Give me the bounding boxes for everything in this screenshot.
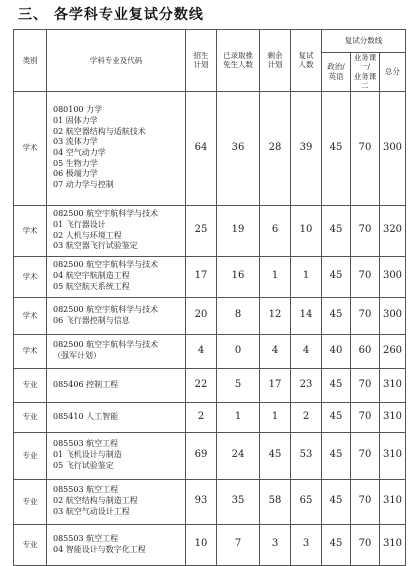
row-remaining: 4 — [260, 334, 291, 368]
row-total: 310 — [380, 432, 406, 479]
program-line: 085406 控制工程 — [53, 379, 119, 389]
table-row — [14, 524, 406, 565]
row-program — [47, 334, 186, 368]
row-plan: 25 — [186, 205, 217, 256]
row-retest: 2 — [291, 402, 322, 432]
row-course: 70 — [351, 91, 380, 205]
row-course: 70 — [351, 297, 380, 334]
row-program — [47, 524, 186, 565]
row-politics: 45 — [322, 524, 351, 565]
program-line: 01 固体力学 — [53, 115, 98, 125]
row-total: 300 — [380, 91, 406, 205]
header-row-1 — [14, 30, 406, 53]
header-remaining: 剩余 计划 — [260, 30, 291, 92]
table-row — [14, 205, 406, 256]
program-line: 082500 航空宇航科学与技术 — [53, 340, 159, 350]
section-heading: 三、 各学科专业复试分数线 — [18, 7, 204, 23]
row-politics: 40 — [322, 334, 351, 368]
program-line: 05 航空航天系统工程 — [53, 281, 130, 291]
row-admitted: 35 — [217, 479, 260, 524]
program-line: 02 人机与环境工程 — [53, 230, 122, 240]
row-category: 学术 — [14, 256, 47, 297]
row-category: 专业 — [14, 479, 47, 524]
program-line: 03 航空气动设计工程 — [53, 506, 130, 516]
row-course: 70 — [351, 205, 380, 256]
row-remaining: 12 — [260, 297, 291, 334]
table-row — [14, 368, 406, 402]
row-course: 70 — [351, 432, 380, 479]
program-line: 04 智能设计与数字化工程 — [53, 544, 146, 554]
program-line: 01 飞机设计与制造 — [53, 450, 122, 460]
header-category: 类别 — [14, 30, 47, 92]
row-admitted: 0 — [217, 334, 260, 368]
row-retest: 14 — [291, 297, 322, 334]
row-politics: 45 — [322, 256, 351, 297]
row-total: 310 — [380, 479, 406, 524]
row-remaining: 6 — [260, 205, 291, 256]
row-remaining: 1 — [260, 256, 291, 297]
row-total: 300 — [380, 297, 406, 334]
program-line: 07 动力学与控制 — [53, 180, 114, 190]
row-retest: 1 — [291, 256, 322, 297]
program-line: 080100 力学 — [53, 105, 103, 115]
row-retest: 3 — [291, 524, 322, 565]
row-remaining: 28 — [260, 91, 291, 205]
table-row — [14, 479, 406, 524]
row-remaining: 17 — [260, 368, 291, 402]
row-plan: 2 — [186, 402, 217, 432]
row-course: 70 — [351, 402, 380, 432]
row-remaining: 1 — [260, 402, 291, 432]
row-category: 学术 — [14, 91, 47, 205]
header-score-group: 复试分数线 — [322, 30, 406, 53]
header-politics: 政治/ 英语 — [322, 53, 351, 92]
program-line: 06 极端力学 — [53, 169, 98, 179]
row-category: 学术 — [14, 205, 47, 256]
row-course: 70 — [351, 479, 380, 524]
row-retest: 23 — [291, 368, 322, 402]
row-program — [47, 432, 186, 479]
row-course: 70 — [351, 256, 380, 297]
row-admitted: 24 — [217, 432, 260, 479]
row-total: 310 — [380, 524, 406, 565]
program-line: 05 生物力学 — [53, 158, 98, 168]
header-admitted: 已录取推 免生人数 — [217, 30, 260, 92]
row-total: 300 — [380, 256, 406, 297]
row-plan: 10 — [186, 524, 217, 565]
row-category: 专业 — [14, 368, 47, 402]
row-plan: 22 — [186, 368, 217, 402]
row-retest: 39 — [291, 91, 322, 205]
table-row — [14, 334, 406, 368]
row-category: 专业 — [14, 402, 47, 432]
header-program: 学科专业及代码 — [47, 30, 186, 92]
program-line: 03 流体力学 — [53, 137, 98, 147]
row-category: 学术 — [14, 334, 47, 368]
row-program — [47, 205, 186, 256]
program-line: （强军计划） — [53, 351, 101, 360]
row-remaining: 3 — [260, 524, 291, 565]
row-retest: 53 — [291, 432, 322, 479]
row-total: 310 — [380, 402, 406, 432]
row-program — [47, 368, 186, 402]
header-course: 业务课一/ 业务课二 — [351, 53, 380, 92]
row-admitted: 16 — [217, 256, 260, 297]
program-line: 082500 航空宇航科学与技术 — [53, 260, 159, 270]
row-category: 专业 — [14, 524, 47, 565]
program-line: 082500 航空宇航科学与技术 — [53, 304, 159, 314]
row-remaining: 58 — [260, 479, 291, 524]
row-plan: 64 — [186, 91, 217, 205]
row-program — [47, 402, 186, 432]
row-total: 310 — [380, 368, 406, 402]
row-program — [47, 479, 186, 524]
program-line: 085503 航空工程 — [53, 533, 119, 543]
program-line: 04 空气动力学 — [53, 148, 106, 157]
row-retest: 4 — [291, 334, 322, 368]
program-line: 085503 航空工程 — [53, 439, 119, 449]
row-plan: 93 — [186, 479, 217, 524]
header-retest: 复试 人数 — [291, 30, 322, 92]
row-plan: 4 — [186, 334, 217, 368]
row-course: 70 — [351, 368, 380, 402]
row-program — [47, 297, 186, 334]
row-politics: 45 — [322, 432, 351, 479]
row-admitted: 7 — [217, 524, 260, 565]
row-course: 70 — [351, 524, 380, 565]
program-line: 02 航空器结构与适航技术 — [53, 126, 146, 136]
table-row — [14, 256, 406, 297]
row-plan: 69 — [186, 432, 217, 479]
row-politics: 45 — [322, 479, 351, 524]
program-line: 06 飞行器控制与信息 — [53, 315, 130, 325]
program-line: 04 航空宇航制造工程 — [53, 271, 130, 281]
program-line: 01 飞行器设计 — [53, 219, 106, 229]
table-row — [14, 402, 406, 432]
row-plan: 17 — [186, 256, 217, 297]
row-plan: 20 — [186, 297, 217, 334]
row-retest: 10 — [291, 205, 322, 256]
program-line: 05 飞行试验鉴定 — [53, 460, 114, 470]
score-table — [13, 29, 406, 566]
row-admitted: 1 — [217, 402, 260, 432]
row-politics: 45 — [322, 91, 351, 205]
row-politics: 45 — [322, 402, 351, 432]
row-remaining: 45 — [260, 432, 291, 479]
program-line: 085410 人工智能 — [53, 411, 119, 421]
row-admitted: 36 — [217, 91, 260, 205]
table-row — [14, 297, 406, 334]
row-admitted: 8 — [217, 297, 260, 334]
row-category: 专业 — [14, 432, 47, 479]
table-row — [14, 432, 406, 479]
row-course: 60 — [351, 334, 380, 368]
row-category: 学术 — [14, 297, 47, 334]
header-total: 总分 — [380, 53, 406, 92]
program-line: 02 航空结构与制造工程 — [53, 496, 138, 506]
row-retest: 65 — [291, 479, 322, 524]
header-enroll-plan: 招生 计划 — [186, 30, 217, 92]
row-admitted: 5 — [217, 368, 260, 402]
row-program — [47, 256, 186, 297]
row-politics: 45 — [322, 297, 351, 334]
row-politics: 45 — [322, 368, 351, 402]
row-politics: 45 — [322, 205, 351, 256]
table-row — [14, 91, 406, 205]
program-line: 082500 航空宇航科学与技术 — [53, 209, 159, 219]
row-program — [47, 91, 186, 205]
program-line: 03 航空器飞行试验鉴定 — [53, 241, 138, 251]
row-total: 260 — [380, 334, 406, 368]
program-line: 085503 航空工程 — [53, 485, 119, 495]
row-admitted: 19 — [217, 205, 260, 256]
row-total: 320 — [380, 205, 406, 256]
